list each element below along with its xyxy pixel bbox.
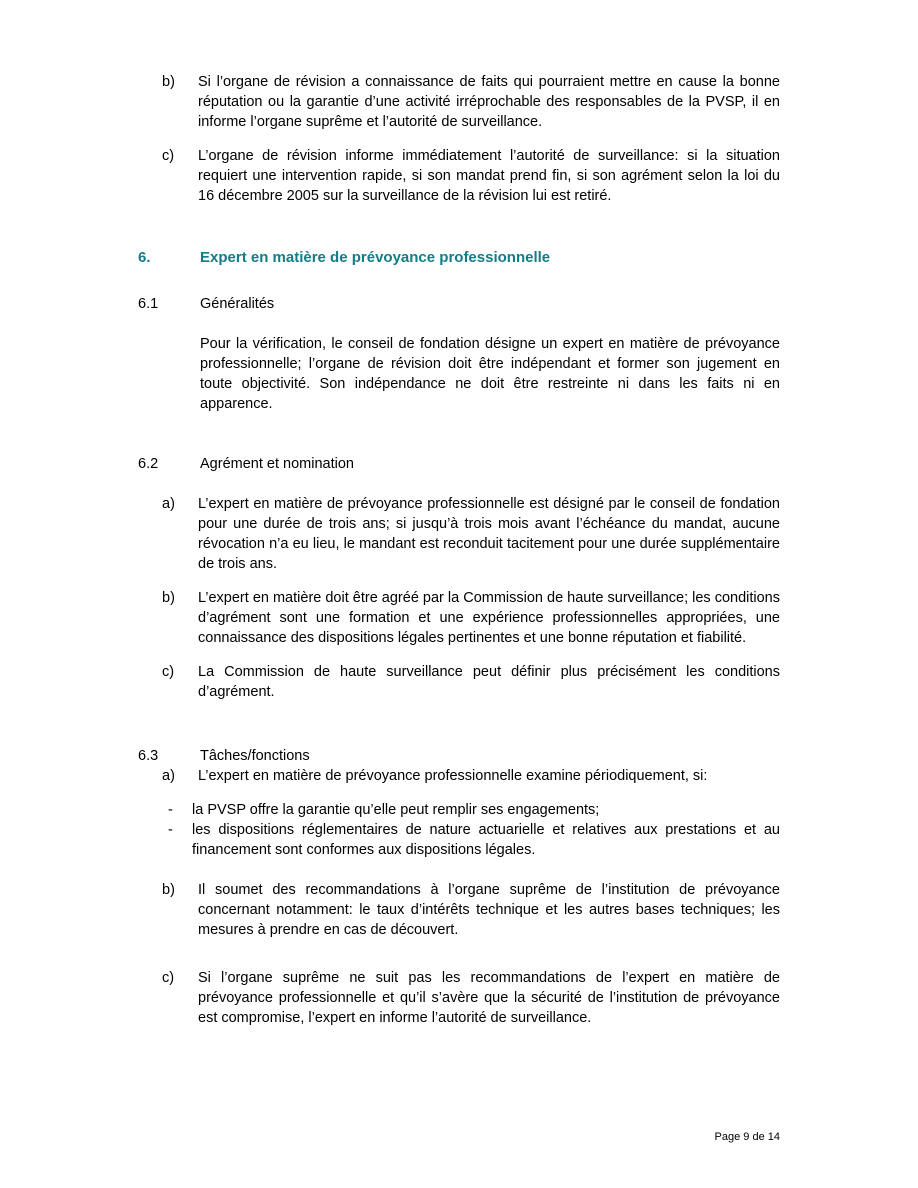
- list-item-text: La Commission de haute surveillance peut définir plus précisément les conditions d’agrément.: [198, 664, 780, 700]
- subsection-6-3-heading: [138, 746, 780, 766]
- list-item: [162, 662, 780, 702]
- spacer: [138, 314, 780, 334]
- list-item: [162, 494, 780, 574]
- section-heading-title: Expert en matière de prévoyance professionnelle: [200, 249, 551, 266]
- subsection-number: 6.1: [138, 296, 159, 312]
- spacer: [138, 414, 780, 454]
- list-item-text: L’expert en matière de prévoyance professionnelle est désigné par le conseil de fondation pour une durée de trois ans; si jusqu’à trois mois avant l’échéance du mandat, aucune révocation n’a eu lieu, le mandant est reconduit tacitement pour une durée supplémentaire de trois ans.: [198, 496, 780, 572]
- list-item: [162, 588, 780, 648]
- subsection-title: Agrément et nomination: [200, 456, 354, 472]
- list-item-marker: b): [162, 74, 175, 90]
- list-item-text: Il soumet des recommandations à l’organe suprême de l’institution de prévoyance concernant notamment: le taux d’intérêts technique et les autres bases techniques; les mesures à prendre en cas de découvert.: [198, 882, 780, 938]
- dash-item-text: les dispositions réglementaires de nature actuarielle et relatives aux prestations et au financement sont conformes aux dispositions légales.: [192, 822, 780, 858]
- list-item-text: L’organe de révision informe immédiatement l’autorité de surveillance: si la situation requiert une intervention rapide, si son mandat prend fin, si son agrément selon la loi du 16 décembre 2005 sur la surveillance de la révision lui est retiré.: [198, 148, 780, 204]
- dash-marker: -: [168, 822, 173, 838]
- subsection-number: 6.3: [138, 748, 159, 764]
- list-item-marker: c): [162, 148, 175, 164]
- section-heading: [138, 248, 780, 268]
- spacer: [138, 716, 780, 746]
- subsection-6-1-heading: [138, 294, 780, 314]
- spacer: [138, 474, 780, 494]
- subsection-6-1-paragraph: Pour la vérification, le conseil de fondation désigne un expert en matière de prévoyance professionnelle; l’organe de révision doit être indépendant et former son jugement en toute objectivité. Son indépendance ne doit être restreinte ni dans les faits ni en apparence.: [200, 336, 780, 412]
- list-item-marker: a): [162, 496, 175, 512]
- list-item-text: Si l’organe suprême ne suit pas les recommandations de l’expert en matière de prévoyance professionnelle et qu’il s’avère que la sécurité de l’institution de prévoyance est compromise, l’expert en informe l’autorité de surveillance.: [198, 970, 780, 1026]
- subsection-number: 6.2: [138, 456, 159, 472]
- dash-marker: -: [168, 802, 173, 818]
- spacer: [162, 786, 780, 800]
- subsection-6-2-list: [162, 494, 780, 702]
- spacer: [162, 860, 780, 880]
- list-item: [162, 968, 780, 1028]
- list-item: [162, 766, 780, 786]
- spacer: [162, 954, 780, 968]
- list-item: [162, 880, 780, 940]
- dash-list-item: [162, 820, 780, 860]
- subsection-6-2-heading: [138, 454, 780, 474]
- subsection-6-3-list: [162, 766, 780, 1028]
- dash-item-text: la PVSP offre la garantie qu’elle peut remplir ses engagements;: [192, 802, 600, 818]
- list-item-text: Si l’organe de révision a connaissance de faits qui pourraient mettre en cause la bonne réputation ou la garantie d’une activité irréprochable des responsables de la PVSP, il en informe l’organe suprême et l’autorité de surveillance.: [198, 74, 780, 130]
- list-item-marker: b): [162, 590, 175, 606]
- subsection-title: Généralités: [200, 296, 275, 312]
- list-item-text: L’expert en matière de prévoyance professionnelle examine périodiquement, si:: [198, 768, 708, 784]
- list-item-marker: c): [162, 970, 175, 986]
- dash-list-item: [162, 800, 780, 820]
- page-footer: Page 9 de 14: [714, 1131, 780, 1143]
- list-item: [162, 146, 780, 206]
- top-lettered-list: [162, 72, 780, 206]
- section-heading-number: 6.: [138, 249, 151, 266]
- list-item-marker: b): [162, 882, 175, 898]
- subsection-title: Tâches/fonctions: [200, 748, 310, 764]
- list-item-marker: c): [162, 664, 175, 680]
- list-item-text: L’expert en matière doit être agréé par la Commission de haute surveillance; les conditions d’agrément sont une formation et une expérience professionnelles appropriées, une connaissance des dispositions légales pertinentes et une bonne réputation et fiabilité.: [198, 590, 780, 646]
- list-item-marker: a): [162, 768, 175, 784]
- list-item: [162, 72, 780, 132]
